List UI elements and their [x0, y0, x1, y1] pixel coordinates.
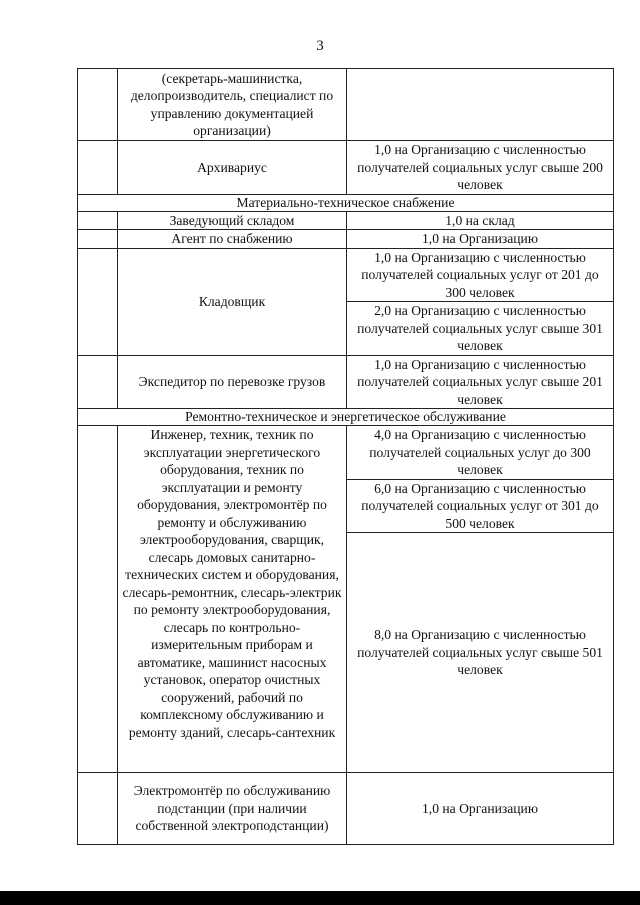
norm-cell: 1,0 на Организацию	[347, 773, 614, 845]
norm-cell: 1,0 на Организацию с численностью получателей социальных услуг свыше 201 человек	[347, 355, 614, 409]
position-cell: Заведующий складом	[118, 211, 347, 230]
position-cell: Кладовщик	[118, 248, 347, 355]
table-row	[78, 426, 614, 480]
staffing-norms-table	[77, 68, 614, 845]
norm-cell: 1,0 на Организацию с численностью получателей социальных услуг свыше 200 человек	[347, 141, 614, 195]
number-cell	[78, 355, 118, 409]
number-cell	[78, 69, 118, 141]
table-row	[78, 230, 614, 249]
number-cell	[78, 230, 118, 249]
section-title: Ремонтно-техническое и энергетическое обслуживание	[78, 409, 614, 426]
number-cell	[78, 248, 118, 355]
norm-cell: 1,0 на Организацию	[347, 230, 614, 249]
position-cell: Архивариус	[118, 141, 347, 195]
norm-cell: 6,0 на Организацию с численностью получателей социальных услуг от 301 до 500 человек	[347, 479, 614, 533]
table-row	[78, 355, 614, 409]
number-cell	[78, 773, 118, 845]
norm-cell: 4,0 на Организацию с численностью получателей социальных услуг до 300 человек	[347, 426, 614, 480]
table-row	[78, 211, 614, 230]
section-title: Материально-техническое снабжение	[78, 194, 614, 211]
number-cell	[78, 211, 118, 230]
norm-cell	[347, 69, 614, 141]
table-row	[78, 69, 614, 141]
page-number: 3	[316, 38, 324, 54]
norm-cell: 1,0 на склад	[347, 211, 614, 230]
table-row	[78, 773, 614, 845]
norm-cell: 8,0 на Организацию с численностью получателей социальных услуг свыше 501 человек	[347, 533, 614, 773]
table-row	[78, 141, 614, 195]
table-row	[78, 248, 614, 302]
scan-edge-band	[0, 891, 640, 905]
position-cell: Экспедитор по перевозке грузов	[118, 355, 347, 409]
number-cell	[78, 426, 118, 773]
norm-cell: 1,0 на Организацию с численностью получателей социальных услуг от 201 до 300 человек	[347, 248, 614, 302]
position-cell: Электромонтёр по обслуживанию подстанции (при наличии собственной электроподстанции)	[118, 773, 347, 845]
section-row	[78, 409, 614, 426]
position-cell: Агент по снабжению	[118, 230, 347, 249]
position-cell: (секретарь-машинистка, делопроизводитель, специалист по управлению документацией организации)	[118, 69, 347, 141]
number-cell	[78, 141, 118, 195]
section-row	[78, 194, 614, 211]
norm-cell: 2,0 на Организацию с численностью получателей социальных услуг свыше 301 человек	[347, 302, 614, 356]
position-cell: Инженер, техник, техник по эксплуатации энергетического оборудования, техник по эксплуатации и ремонту оборудования, электромонтёр по ремонту и обслуживанию электрооборудования, сварщик, слесарь домовых санитарно-технических систем и оборудования, слесарь-ремонтник, слесарь-электрик по ремонту электрооборудования, слесарь по контрольно-измерительным приборам и автоматике, машинист насосных установок, оператор очистных сооружений, рабочий по комплексному обслуживанию и ремонту зданий, слесарь-сантехник	[118, 426, 347, 773]
